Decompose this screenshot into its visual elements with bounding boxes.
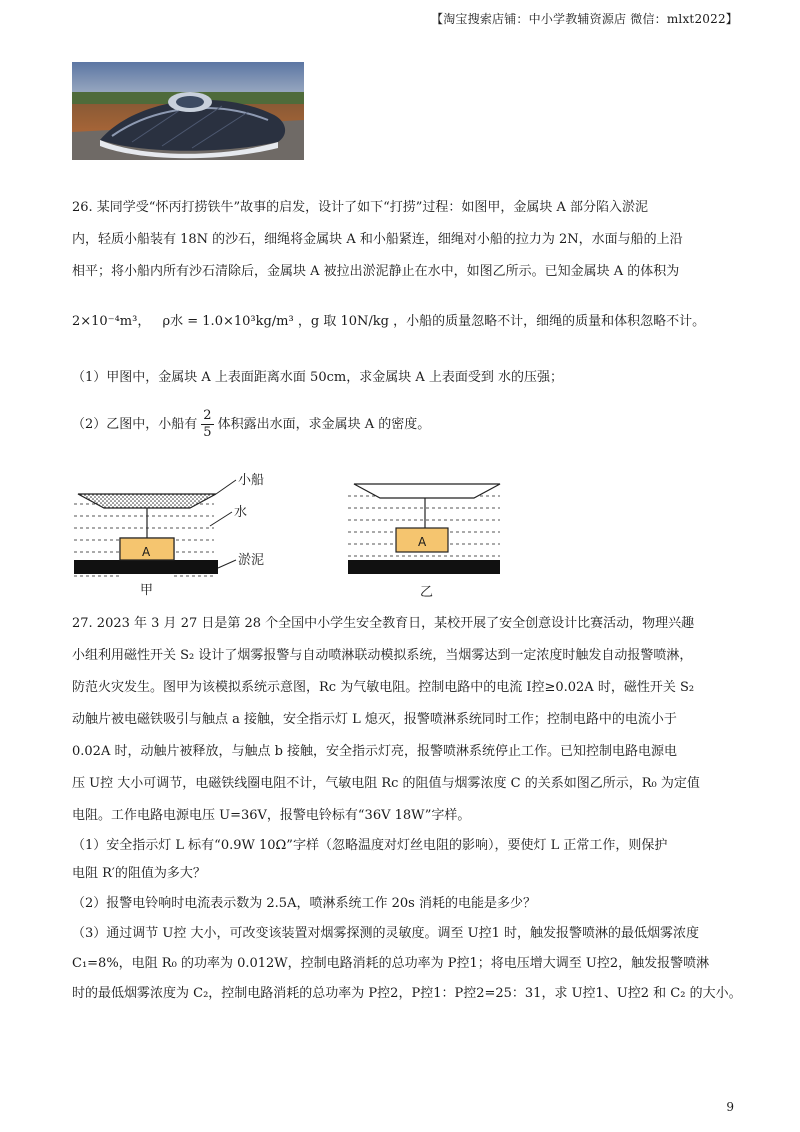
q26-figure [70,468,510,604]
mud-layer-b [348,560,500,574]
boat-with-sand [78,494,216,508]
q26-part-2 [72,408,430,441]
q26-line-4-rest: ，小船的质量忽略不计，细绳的质量和体积忽略不计。 [393,314,706,329]
q26-volume: 2×10⁻⁴m³ [72,314,138,329]
label-water: 水 [234,505,248,520]
q26-line-2: 内，轻质小船装有 18N 的沙石，细绳将金属块 A 和小船紧连，细绳对小船的拉力为 2N，水面与船的上沿 [72,232,683,247]
q27-line-6: 压 U控 大小可调节，电磁铁线圈电阻不计，气敏电阻 Rc 的阻值与烟雾浓度 C 的关系如图乙所示，R₀ 为定值 [72,776,700,791]
fraction-denominator: 5 [203,425,212,440]
q27-line-2: 小组利用磁性开关 S₂ 设计了烟雾报警与自动喷淋联动模拟系统，当烟雾达到一定浓度时触发自动报警喷淋， [72,648,693,663]
q26-part-1: （1）甲图中，金属块 A 上表面距离水面 50cm，求金属块 A 上表面受到 水的压强； [72,370,563,385]
q27-line-3: 防范火灾发生。图甲为该模拟系统示意图，Rc 为气敏电阻。控制电路中的电流 I控≥0.02A 时，磁性开关 S₂ [72,680,695,695]
q27-line-7: 电阻。工作电路电源电压 U=36V，报警电铃标有“36V 18W”字样。 [72,808,471,823]
q27-part-1b: 电阻 R′的阻值为多大？ [72,866,206,881]
label-block-a-yi: A [418,535,427,549]
q27-part-3a: （3）通过调节 U控 大小，可改变该装置对烟雾探测的灵敏度。调至 U控1 时，触发报警喷淋的最低烟雾浓度 [72,926,699,941]
figure-jia [74,480,236,576]
fraction-numerator: 2 [203,408,212,423]
q27-line-4: 动触片被电磁铁吸引与触点 a 接触，安全指示灯 L 熄灭，报警喷淋系统同时工作；控制电路中的电流小于 [72,712,677,727]
label-boat: 小船 [238,473,265,488]
caption-yi: 乙 [420,585,434,600]
solar-car-photo [72,62,304,160]
fraction-two-fifths [201,408,213,441]
figure-yi [348,484,500,574]
page-header: 【淘宝搜索店铺：中小学教辅资源店 微信：mlxt2022】 [431,12,738,26]
q27-part-1a: （1）安全指示灯 L 标有“0.9W 10Ω”字样（忽略温度对灯丝电阻的影响），要使灯 L 正常工作，则保护 [72,838,668,853]
q26-part-2-post: 体积露出水面，求金属块 A 的密度。 [217,417,431,432]
q27-line-5: 0.02A 时，动触片被释放，与触点 b 接触，安全指示灯亮，报警喷淋系统停止工作。已知控制电路电源电 [72,744,678,759]
label-mud: 淤泥 [238,553,265,568]
page-number: 9 [726,1100,734,1114]
q26-density-water: ρ水 = 1.0×10³kg/m³ [162,314,294,329]
caption-jia: 甲 [140,583,154,598]
q26-line-1: 26. 某同学受“怀丙打捞铁牛”故事的启发，设计了如下“打捞”过程：如图甲，金属块 A 部分陷入淤泥 [72,200,649,215]
empty-boat [354,484,500,498]
q27-line-1: 27. 2023 年 3 月 27 日是第 28 个全国中小学生安全教育日，某校开展了安全创意设计比赛活动，物理兴趣 [72,616,695,631]
mud-layer [74,560,218,574]
q27-part-2: （2）报警电铃响时电流表示数为 2.5A，喷淋系统工作 20s 消耗的电能是多少？ [72,896,536,911]
q27-part-3c: 时的最低烟雾浓度为 C₂，控制电路消耗的总功率为 P控2，P控1：P控2=25：31，求 U控1、U控2 和 C₂ 的大小。 [72,986,742,1001]
q26-line-3: 相平；将小船内所有沙石清除后，金属块 A 被拉出淤泥静止在水中，如图乙所示。已知金属块 A 的体积为 [72,264,680,279]
q26-gravity: ，g 取 10N/kg [297,314,389,329]
q26-part-2-pre: （2）乙图中，小船有 [72,417,198,432]
label-block-a: A [142,545,151,559]
q27-part-3b: C₁=8%，电阻 R₀ 的功率为 0.012W，控制电路消耗的总功率为 P控1；将电压增大调至 U控2，触发报警喷淋 [72,956,710,971]
q26-line-4: 2×10⁻⁴m³， ρ水 = 1.0×10³kg/m³ ，g 取 10N/kg ，小船的质量忽略不计，细绳的质量和体积忽略不计。 [72,314,706,329]
